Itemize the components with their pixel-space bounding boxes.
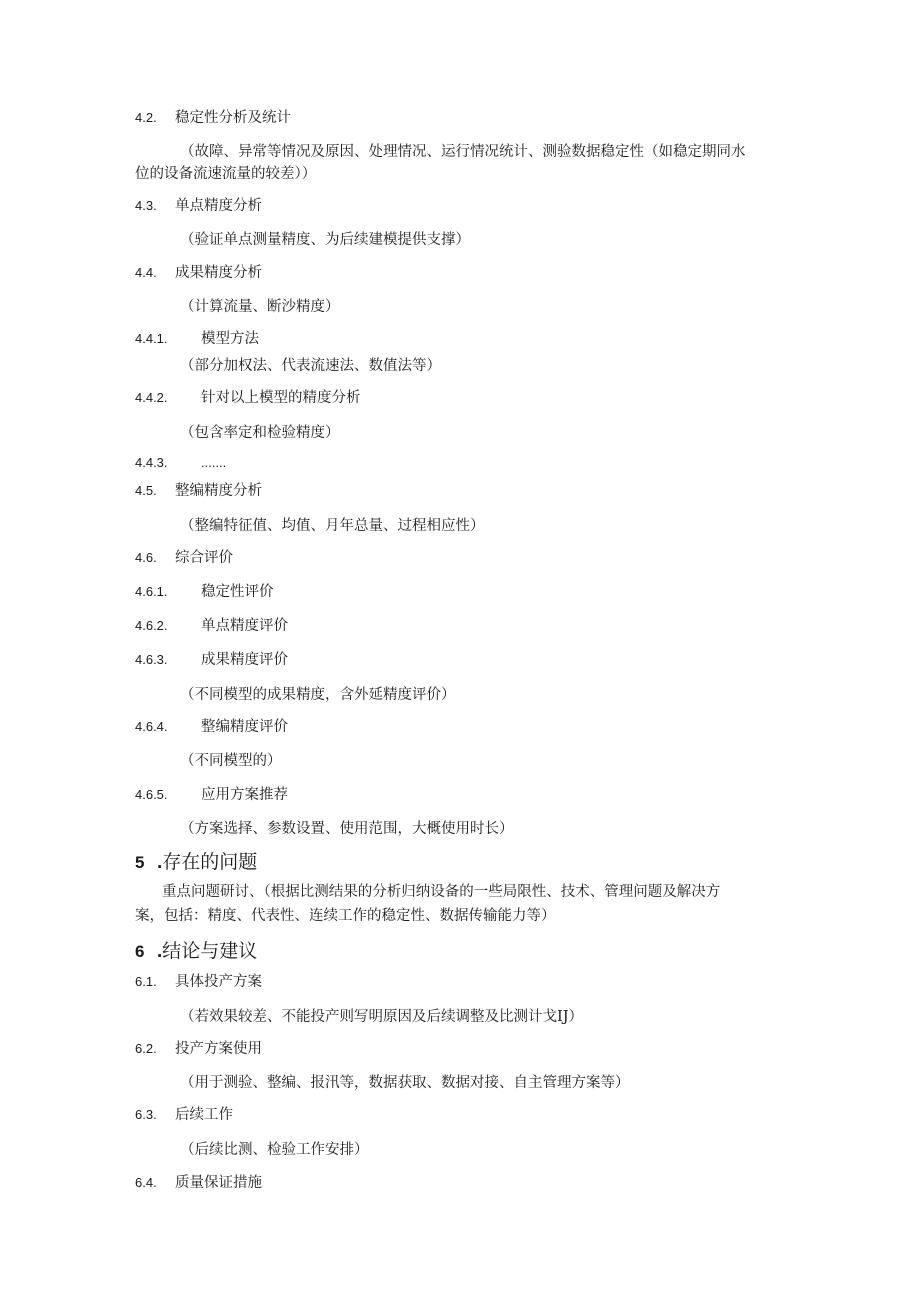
heading-4-3 — [135, 196, 262, 216]
heading-4-4-3 — [135, 453, 226, 473]
heading-title: 成果精度分析 — [175, 265, 262, 281]
heading-number: 4.4. — [135, 265, 157, 280]
heading-title: 整编精度分析 — [175, 483, 262, 499]
heading-title: ....... — [201, 455, 227, 470]
heading-number: 4.4.3. — [135, 455, 168, 470]
heading-number: 4.6. — [135, 550, 157, 565]
heading-number: 4.6.2. — [135, 618, 168, 633]
section-5-heading — [135, 849, 257, 876]
heading-title: 稳定性分析及统计 — [175, 110, 291, 126]
note-line: （不同模型的成果精度，含外延精度评价） — [180, 687, 456, 703]
heading-title: 具体投产方案 — [175, 974, 262, 990]
section-number: 5 — [135, 853, 145, 872]
heading-title: 后续工作 — [175, 1107, 233, 1123]
heading-4-6-3 — [135, 650, 288, 670]
section-title: 结论与建议 — [162, 940, 258, 962]
heading-4-6-1 — [135, 582, 274, 602]
heading-title: 投产方案使用 — [175, 1041, 262, 1057]
heading-4-6-4 — [135, 717, 288, 737]
heading-6-4 — [135, 1173, 262, 1193]
heading-4-4-2 — [135, 388, 361, 408]
note-line: （计算流量、断沙精度） — [180, 299, 340, 315]
section-5-paragraph-line-2: 案，包括：精度、代表性、连续工作的稳定性、数据传输能力等） — [135, 908, 556, 924]
section-dot: . — [157, 852, 163, 873]
section-number: 6 — [135, 942, 145, 961]
heading-4-4-1 — [135, 329, 259, 349]
heading-number: 6.2. — [135, 1041, 157, 1056]
heading-number: 6.1. — [135, 974, 157, 989]
note-line: （若效果较差、不能投产则写明原因及后续调整及比测计戈IJ） — [180, 1009, 584, 1025]
heading-title: 针对以上模型的精度分析 — [201, 390, 361, 406]
heading-4-6 — [135, 548, 233, 568]
note-line: （不同模型的） — [180, 753, 282, 769]
note-line: （整编特征值、均值、月年总量、过程相应性） — [180, 518, 485, 534]
heading-6-3 — [135, 1105, 233, 1125]
heading-title: 整编精度评价 — [201, 719, 288, 735]
note-line: （部分加权法、代表流速法、数值法等） — [180, 358, 441, 374]
heading-number: 4.6.5. — [135, 787, 168, 802]
heading-4-5 — [135, 481, 262, 501]
note-line: （用于测验、整编、报汛等，数据获取、数据对接、自主管理方案等） — [180, 1075, 630, 1091]
section-6-heading — [135, 938, 257, 965]
heading-title: 综合评价 — [175, 550, 233, 566]
heading-number: 4.6.4. — [135, 719, 168, 734]
heading-number: 4.6.3. — [135, 652, 168, 667]
heading-number: 6.3. — [135, 1107, 157, 1122]
section-title: 存在的问题 — [162, 851, 258, 873]
note-line: （后续比测、检验工作安排） — [180, 1142, 369, 1158]
heading-4-2 — [135, 108, 291, 128]
note-line: （验证单点测量精度、为后续建模提供支撑） — [180, 232, 470, 248]
heading-number: 4.4.2. — [135, 390, 168, 405]
heading-number: 4.2. — [135, 110, 157, 125]
note-line: （故障、异常等情况及原因、处理情况、运行情况统计、测验数据稳定性（如稳定期同水 — [180, 144, 746, 160]
heading-6-2 — [135, 1039, 262, 1059]
heading-title: 单点精度评价 — [201, 618, 288, 634]
heading-title: 稳定性评价 — [201, 584, 274, 600]
heading-title: 模型方法 — [201, 331, 259, 347]
note-continuation: 位的设备流速流量的较差）） — [135, 166, 317, 182]
heading-number: 6.4. — [135, 1175, 157, 1190]
section-5-paragraph-line-1: 重点问题研讨、（根据比测结果的分析归纳设备的一些局限性、技术、管理问题及解决方 — [162, 884, 721, 900]
heading-number: 4.3. — [135, 198, 157, 213]
heading-number: 4.6.1. — [135, 584, 168, 599]
heading-title: 成果精度评价 — [201, 652, 288, 668]
heading-number: 4.4.1. — [135, 331, 168, 346]
heading-6-1 — [135, 972, 262, 992]
heading-number: 4.5. — [135, 483, 157, 498]
section-dot: . — [157, 941, 163, 962]
heading-title: 单点精度分析 — [175, 198, 262, 214]
heading-4-6-2 — [135, 616, 288, 636]
heading-4-4 — [135, 263, 262, 283]
note-line: （方案选择、参数设置、使用范围，大概使用时长） — [180, 821, 514, 837]
heading-title: 质量保证措施 — [175, 1175, 262, 1191]
heading-title: 应用方案推荐 — [201, 787, 288, 803]
heading-4-6-5 — [135, 785, 288, 805]
note-line: （包含率定和检验精度） — [180, 425, 340, 441]
